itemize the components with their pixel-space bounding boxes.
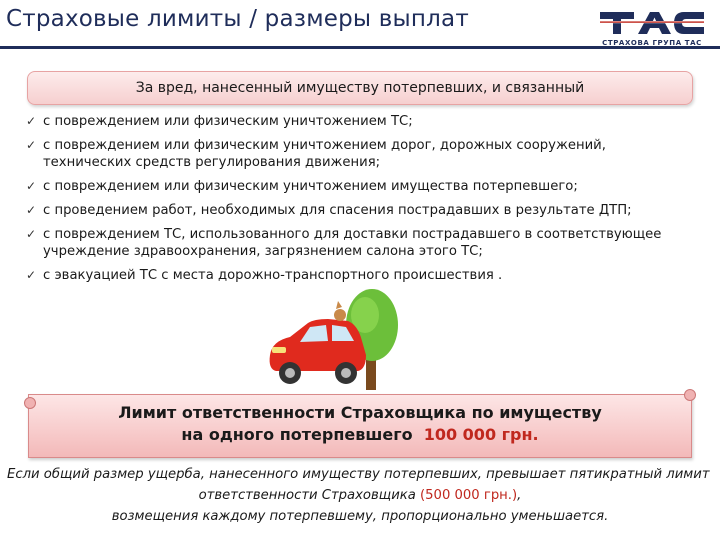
checkmark-icon: ✓	[26, 227, 37, 241]
list-item-text: с повреждением или физическим уничтожением имущества потерпевшего;	[43, 179, 578, 194]
checkmark-icon: ✓	[26, 114, 37, 128]
list-item	[26, 202, 690, 219]
damage-list	[26, 113, 690, 291]
footnote-amount: (500 000 грн.)	[420, 488, 518, 503]
list-item-text: с повреждением ТС, использованного для доставки пострадавшего в соответствующее учреждение здравоохранения, загрязнением салона этого ТС;	[43, 227, 662, 259]
list-item-text: с повреждением или физическим уничтожением дорог, дорожных сооружений, технических средств регулирования движения;	[43, 138, 606, 170]
list-item	[26, 137, 690, 171]
logo-caption: СТРАХОВА ГРУПА ТАС	[602, 39, 702, 47]
footnote-line-2	[0, 486, 720, 506]
list-item	[26, 178, 690, 195]
footnote-line-3: возмещения каждому потерпевшему, пропорционально уменьшается.	[111, 509, 609, 524]
list-item	[26, 226, 690, 260]
checkmark-icon: ✓	[26, 268, 37, 282]
footnote-line-1: Если общий размер ущерба, нанесенного имуществу потерпевших, превышает пятикратный лимит	[7, 467, 710, 482]
limit-line-1: Лимит ответственности Страховщика по имуществу	[118, 403, 602, 422]
list-item	[26, 113, 690, 130]
liability-limit-banner	[28, 394, 692, 458]
checkmark-icon: ✓	[26, 138, 37, 152]
tas-logo-mark	[596, 8, 708, 36]
checkmark-icon: ✓	[26, 203, 37, 217]
limit-amount: 100 000 грн.	[423, 425, 539, 444]
tas-logo	[596, 8, 708, 50]
limit-line-2	[29, 424, 691, 446]
footnote-line-2-end: ,	[517, 488, 522, 503]
scroll-curl-icon	[684, 389, 696, 401]
list-item-text: с проведением работ, необходимых для спасения пострадавших в результате ДТП;	[43, 203, 632, 218]
limit-line-2-text: на одного потерпевшего	[181, 425, 413, 444]
list-item	[26, 267, 690, 284]
scroll-curl-icon	[24, 397, 36, 409]
intro-banner: За вред, нанесенный имуществу потерпевших, и связанный	[27, 71, 693, 105]
list-item-text: с повреждением или физическим уничтожением ТС;	[43, 114, 413, 129]
checkmark-icon: ✓	[26, 179, 37, 193]
page-title: Страховые лимиты / размеры выплат	[6, 6, 469, 32]
list-item-text: с эвакуацией ТС с места дорожно-транспортного происшествия .	[43, 268, 503, 283]
car-crash-illustration	[262, 285, 412, 400]
footnote-line-2-text: ответственности Страховщика	[198, 488, 416, 503]
